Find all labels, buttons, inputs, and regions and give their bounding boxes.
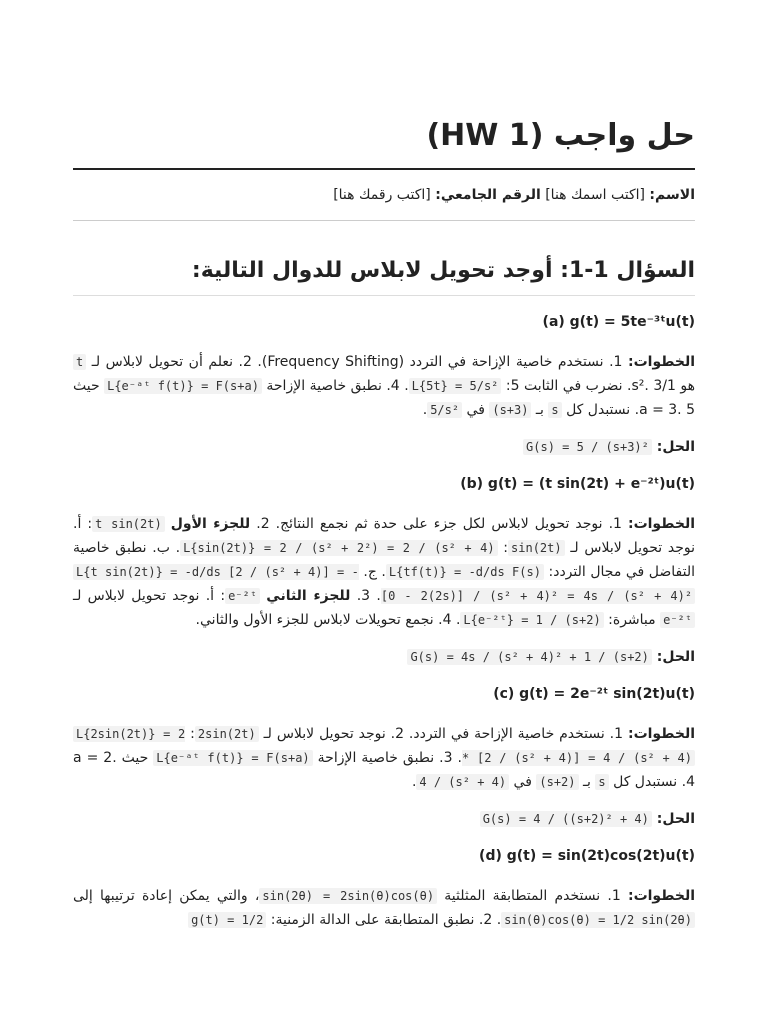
question-heading: السؤال 1-1: أوجد تحويل لابلاس للدوال التالية:: [73, 255, 695, 296]
solution-formula: G(s) = 5 / (s+3)²: [523, 439, 652, 455]
section-title: (c) g(t) = 2e⁻²ᵗ sin(2t)u(t): [493, 686, 695, 702]
step-text: في: [462, 402, 490, 418]
formula-code: L{2sin(2t)} = 2 * [2 / (s² + 4)] = 4 / (s² + 4): [73, 726, 695, 766]
formula-code: sin(θ)cos(θ) = 1/2 sin(2θ): [501, 912, 695, 928]
step-text: حيث a = 3. 5. نستبدل كل: [73, 378, 695, 418]
steps-label: الخطوات:: [627, 888, 695, 904]
solution-label: الحل:: [651, 811, 695, 827]
formula-code: L{t sin(2t)} = -d/ds [2 / (s² + 4)] = -[0 - 2(2s)] / (s² + 4)² = 4s / (s² + 4)²: [73, 564, 695, 604]
step-text: : أ. نوجد تحويل لابلاس لـ: [73, 588, 226, 604]
formula-code: 5/s²: [427, 402, 462, 418]
formula-code: sin(2t): [508, 540, 565, 556]
formula-code: 2sin(2t): [195, 726, 259, 742]
formula-code: (s+2): [536, 774, 578, 790]
formula-code: L{e⁻ᵃᵗ f(t)} = F(s+a): [153, 750, 312, 766]
formula-code: (s+3): [489, 402, 531, 418]
formula-code: L{sin(2t)} = 2 / (s² + 2²) = 2 / (s² + 4): [180, 540, 498, 556]
formula-code: e⁻²ᵗ: [660, 612, 695, 628]
section-title: (d) g(t) = sin(2t)cos(2t)u(t): [479, 848, 695, 864]
step-text: بـ: [531, 402, 549, 418]
step-text: هو 1/s². 3. نضرب في الثابت 5:: [501, 378, 696, 394]
formula-code: L{e⁻²ᵗ} = 1 / (s+2): [460, 612, 603, 628]
step-text: . ج.: [358, 564, 386, 580]
section-steps: [73, 884, 695, 932]
step-text: 1. نستخدم المتطابقة المثلثية: [437, 888, 628, 904]
step-text: : أ. نوجد تحويل لابلاس لـ: [73, 516, 695, 556]
formula-code: sin(2θ) = 2sin(θ)cos(θ): [259, 888, 437, 904]
step-text: 1. نستخدم خاصية الإزاحة في التردد. 2. نوجد تحويل لابلاس لـ: [258, 726, 628, 742]
formula-code: s: [548, 402, 561, 418]
bold-label: للجزء الأول: [170, 516, 251, 532]
name-value: [اكتب اسمك هنا]: [545, 187, 645, 203]
step-text: . 4. نجمع تحويلات لابلاس للجزء الأول والثاني.: [195, 612, 461, 628]
formula-code: g(t) = 1/2: [188, 912, 266, 928]
step-text: مباشرة:: [603, 612, 661, 628]
step-text: . 2. نطبق المتطابقة على الدالة الزمنية:: [266, 912, 502, 928]
step-text: في: [509, 774, 537, 790]
formula-code: L{tf(t)} = -d/ds F(s): [386, 564, 544, 580]
steps-label: الخطوات:: [627, 516, 695, 532]
step-text: . 4. نطبق خاصية الإزاحة: [261, 378, 409, 394]
section-solution: [73, 808, 695, 830]
step-text: . ب. نطبق خاصية التفاضل في مجال التردد:: [73, 540, 696, 580]
name-label: الاسم:: [649, 187, 695, 203]
solution-formula: G(s) = 4s / (s² + 4)² + 1 / (s+2): [407, 649, 651, 665]
solution-label: الحل:: [651, 649, 695, 665]
bold-label: للجزء الثاني: [266, 588, 351, 604]
step-text: . 3. نطبق خاصية الإزاحة: [312, 750, 462, 766]
formula-code: t: [73, 354, 86, 370]
section-solution: [73, 436, 695, 458]
step-text: بـ: [578, 774, 596, 790]
section-steps: [73, 512, 695, 632]
formula-code: L{e⁻ᵃᵗ f(t)} = F(s+a): [104, 378, 262, 394]
step-text: :: [185, 726, 195, 742]
formula-code: s: [595, 774, 608, 790]
document-content: [73, 112, 695, 932]
section-steps: [73, 350, 695, 422]
formula-code: t sin(2t): [92, 516, 165, 532]
steps-label: الخطوات:: [627, 726, 695, 742]
solution-label: الحل:: [651, 439, 695, 455]
section-title: (a) g(t) = 5te⁻³ᵗu(t): [542, 314, 695, 330]
step-text: 1. نستخدم خاصية الإزاحة في التردد (Frequency Shifting). 2. نعلم أن تحويل لابلاس لـ: [86, 354, 628, 370]
step-text: .: [411, 774, 417, 790]
section-title: (b) g(t) = (t sin(2t) + e⁻²ᵗ)u(t): [460, 476, 695, 492]
step-text: :: [497, 540, 509, 556]
id-label: الرقم الجامعي:: [435, 187, 541, 203]
section-steps: [73, 722, 695, 794]
step-text: . 3.: [350, 588, 381, 604]
id-value: [اكتب رقمك هنا]: [333, 187, 431, 203]
solution-formula: G(s) = 4 / ((s+2)² + 4): [480, 811, 652, 827]
section-solution: [73, 646, 695, 668]
formula-code: 4 / (s² + 4): [416, 774, 509, 790]
step-text: .: [422, 402, 428, 418]
step-text: ، والتي يمكن إعادة ترتيبها إلى: [73, 888, 260, 904]
formula-code: e⁻²ᵗ: [225, 588, 260, 604]
answer-sections: [73, 312, 695, 932]
formula-code: L{5t} = 5/s²: [409, 378, 502, 394]
student-info: [73, 184, 695, 221]
step-text: 1. نوجد تحويل لابلاس لكل جزء على حدة ثم نجمع النتائج. 2.: [250, 516, 628, 532]
step-text: حيث a = 2. 4. نستبدل كل: [73, 750, 695, 790]
steps-label: الخطوات:: [627, 354, 696, 370]
page-title: حل واجب (HW 1): [73, 112, 695, 170]
